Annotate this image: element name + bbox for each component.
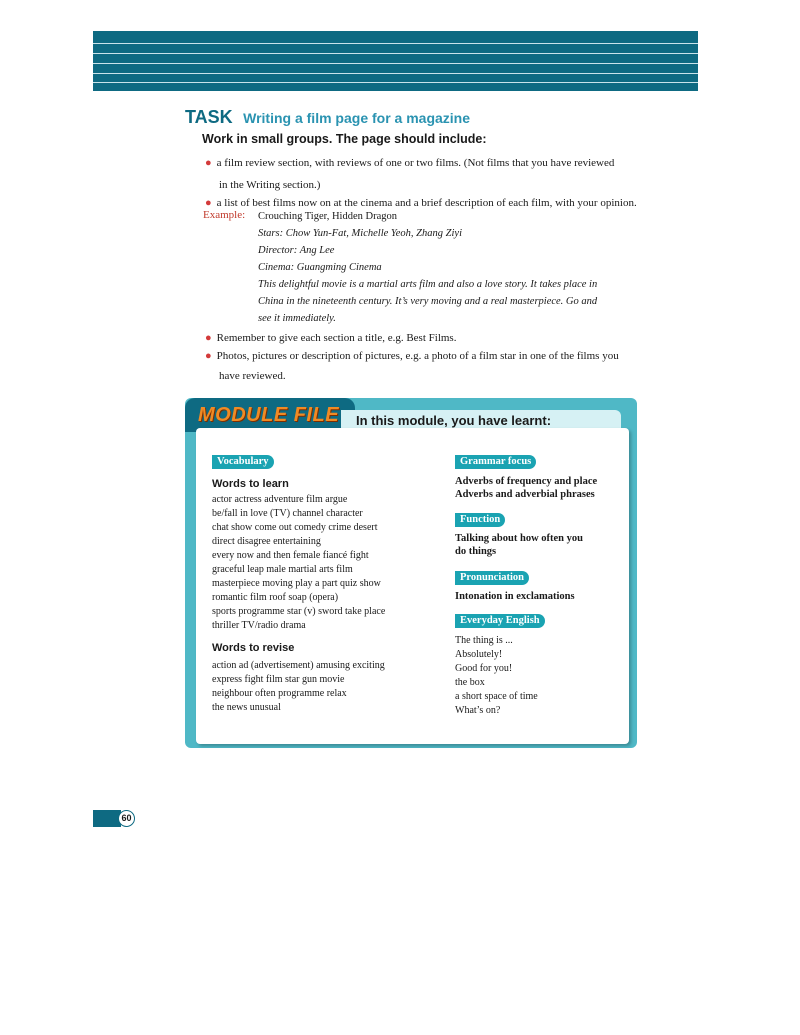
example-line: Director: Ang Lee bbox=[258, 245, 335, 256]
module-file-subtitle: In this module, you have learnt: bbox=[356, 413, 552, 428]
bullet-item: ● a list of best films now on at the cinema and a brief description of each film, with your opinion. bbox=[205, 197, 637, 209]
everyday-line: a short space of time bbox=[455, 691, 538, 702]
vocab-line: action ad (advertisement) amusing exciting bbox=[212, 660, 385, 671]
example-line: Crouching Tiger, Hidden Dragon bbox=[258, 211, 397, 222]
header-band bbox=[93, 31, 698, 91]
example-label: Example: bbox=[203, 209, 246, 221]
everyday-english-label: Everyday English bbox=[455, 614, 545, 628]
example-line: see it immediately. bbox=[258, 313, 336, 324]
grammar-line: Adverbs and adverbial phrases bbox=[455, 489, 595, 500]
grammar-focus-label: Grammar focus bbox=[455, 455, 536, 469]
bullet-continuation: have reviewed. bbox=[219, 370, 286, 382]
vocab-line: express fight film star gun movie bbox=[212, 674, 345, 685]
function-line: do things bbox=[455, 546, 497, 557]
example-line: Stars: Chow Yun-Fat, Michelle Yeoh, Zhang Ziyi bbox=[258, 228, 462, 239]
vocab-line: actor actress adventure film argue bbox=[212, 494, 348, 505]
bullet-item: ● Remember to give each section a title, e.g. Best Films. bbox=[205, 332, 457, 344]
pronunciation-label: Pronunciation bbox=[455, 571, 529, 585]
words-to-learn-heading: Words to learn bbox=[212, 478, 289, 490]
task-label: TASK bbox=[185, 107, 233, 127]
vocab-line: thriller TV/radio drama bbox=[212, 620, 306, 631]
page-number: 60 bbox=[118, 810, 135, 827]
bullet-continuation: in the Writing section.) bbox=[219, 179, 321, 191]
pronunciation-line: Intonation in exclamations bbox=[455, 591, 575, 602]
bullet-item: ● a film review section, with reviews of one or two films. (Not films that you have reviewed bbox=[205, 157, 615, 169]
vocab-line: romantic film roof soap (opera) bbox=[212, 592, 339, 603]
vocab-line: the news unusual bbox=[212, 702, 281, 713]
example-line: China in the nineteenth century. It’s very moving and a real masterpiece. Go and bbox=[258, 296, 598, 307]
everyday-line: The thing is ... bbox=[455, 635, 513, 646]
module-file-title: MODULE FILE bbox=[198, 404, 340, 426]
example-line: This delightful movie is a martial arts film and also a love story. It takes place in bbox=[258, 279, 598, 290]
vocab-line: direct disagree entertaining bbox=[212, 536, 321, 547]
words-to-revise-heading: Words to revise bbox=[212, 642, 295, 654]
example-line: Cinema: Guangming Cinema bbox=[258, 262, 382, 273]
vocab-line: sports programme star (v) sword take place bbox=[212, 606, 386, 617]
vocab-line: neighbour often programme relax bbox=[212, 688, 347, 699]
vocab-line: masterpiece moving play a part quiz show bbox=[212, 578, 381, 589]
function-label: Function bbox=[455, 513, 505, 527]
everyday-line: the box bbox=[455, 677, 485, 688]
everyday-line: Good for you! bbox=[455, 663, 513, 674]
vocab-line: be/fall in love (TV) channel character bbox=[212, 508, 363, 519]
vocabulary-label: Vocabulary bbox=[212, 455, 274, 469]
bullet-item: ● Photos, pictures or description of pictures, e.g. a photo of a film star in one of the films you bbox=[205, 350, 619, 362]
everyday-line: Absolutely! bbox=[455, 649, 503, 660]
grammar-line: Adverbs of frequency and place bbox=[455, 476, 598, 487]
task-heading bbox=[185, 107, 470, 128]
everyday-line: What’s on? bbox=[455, 705, 501, 716]
task-intro: Work in small groups. The page should include: bbox=[202, 132, 487, 146]
task-title: Writing a film page for a magazine bbox=[243, 110, 471, 126]
vocab-line: chat show come out comedy crime desert bbox=[212, 522, 378, 533]
page-number-tab bbox=[93, 810, 121, 827]
vocab-line: every now and then female fiancé fight bbox=[212, 550, 369, 561]
vocab-line: graceful leap male martial arts film bbox=[212, 564, 353, 575]
function-line: Talking about how often you bbox=[455, 533, 583, 544]
